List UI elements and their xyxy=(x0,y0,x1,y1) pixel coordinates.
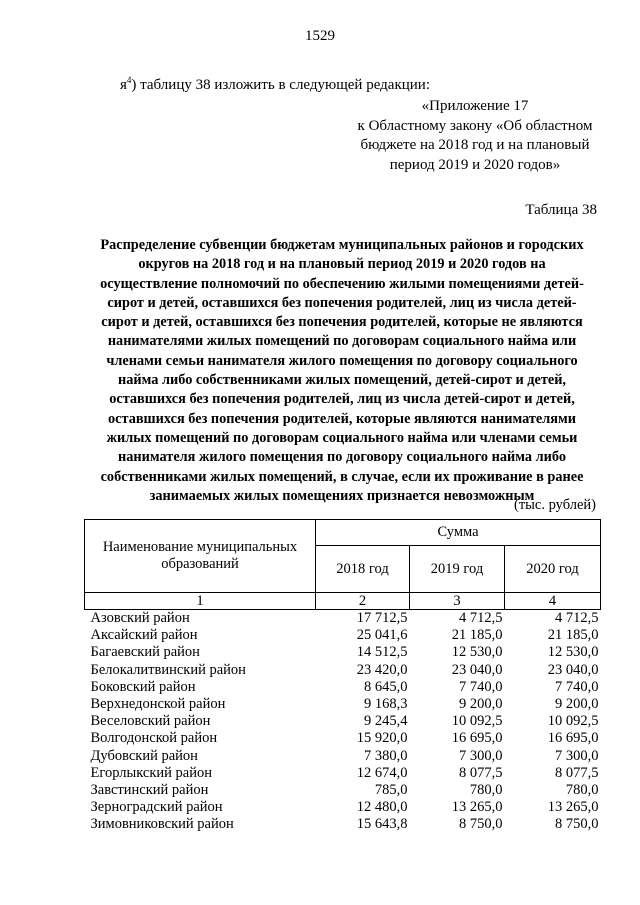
column-number: 1 xyxy=(85,593,316,610)
amount-2018: 23 420,0 xyxy=(356,661,408,678)
heading-line: оставшихся без попечения родителей, которые являются нанимателями xyxy=(108,410,576,427)
heading-line: жилых помещений по договорам социального найма или членами семьи xyxy=(106,429,578,446)
amount-2018: 8 645,0 xyxy=(364,678,408,695)
heading-line: сирот и детей, оставшихся без попечения родителей, которые не являются xyxy=(101,314,583,331)
amount-2018: 12 480,0 xyxy=(356,799,408,816)
amount-2020: 13 265,0 xyxy=(547,799,599,816)
amount-2018: 12 674,0 xyxy=(356,764,408,781)
municipality-name: Завстинский район xyxy=(90,782,209,799)
heading-line: нанимателя жилого помещения по договору социального найма либо xyxy=(118,449,566,466)
amount-2020: 16 695,0 xyxy=(547,730,599,747)
table-row xyxy=(85,662,601,679)
table-heading xyxy=(82,236,602,506)
amount-2019: 13 265,0 xyxy=(451,799,503,816)
amount-2019: 780,0 xyxy=(469,782,503,799)
table-row xyxy=(85,696,601,713)
amount-2019: 16 695,0 xyxy=(451,730,503,747)
table-row xyxy=(85,765,601,782)
subvention-table xyxy=(84,519,601,834)
municipality-name: Волгодонской район xyxy=(90,730,218,747)
amount-2020: 4 712,5 xyxy=(555,610,599,626)
appendix-line: «Приложение 17 xyxy=(421,98,529,114)
column-header-year: 2019 год xyxy=(410,546,505,593)
appendix-line: бюджете на 2018 год и на плановый xyxy=(360,137,590,153)
amount-2019: 4 712,5 xyxy=(459,610,503,626)
table-row xyxy=(85,610,601,628)
appendix-reference xyxy=(340,97,610,175)
amount-2019: 7 740,0 xyxy=(459,678,503,695)
page-number: 1529 xyxy=(305,28,335,44)
intro-superscript: 4 xyxy=(126,75,132,85)
amount-2019: 7 300,0 xyxy=(459,747,503,764)
column-header-sum: Сумма xyxy=(316,520,601,546)
amendment-intro xyxy=(120,77,430,94)
amount-2020: 8 750,0 xyxy=(555,816,599,833)
heading-line: Распределение субвенции бюджетам муниципальных районов и городских xyxy=(100,237,584,253)
amount-2018: 25 041,6 xyxy=(356,627,408,644)
amount-2018: 7 380,0 xyxy=(364,747,408,764)
table-row xyxy=(85,748,601,765)
heading-line: округов на 2018 год и на плановый период 2019 и 2020 годов на xyxy=(138,256,546,273)
table-row xyxy=(85,782,601,799)
heading-line: сирот и детей, оставшихся без попечения родителей, лиц из числа детей- xyxy=(107,294,577,311)
appendix-line: к Областному закону «Об областном xyxy=(357,117,593,134)
column-number: 3 xyxy=(410,593,505,610)
table-row xyxy=(85,644,601,661)
intro-prefix: я xyxy=(120,77,127,93)
amount-2018: 785,0 xyxy=(374,782,408,799)
amount-2019: 21 185,0 xyxy=(451,627,503,644)
amount-2018: 14 512,5 xyxy=(356,644,408,661)
column-header-year: 2020 год xyxy=(505,546,601,593)
municipality-name: Багаевский район xyxy=(90,644,200,661)
table-row xyxy=(85,627,601,644)
municipality-name: Зерноградский район xyxy=(90,799,223,816)
table-body xyxy=(85,610,601,834)
table-row xyxy=(85,713,601,730)
heading-line: занимаемых жилых помещениях признается невозможным xyxy=(149,487,535,504)
amount-2019: 8 750,0 xyxy=(459,816,503,833)
units-label: (тыс. рублей) xyxy=(514,497,596,513)
heading-line: собственниками жилых помещений, в случае, если их проживание в ранее xyxy=(100,468,584,485)
column-header-name: Наименование муниципальных образований xyxy=(85,520,316,593)
amount-2020: 10 092,5 xyxy=(547,713,599,730)
column-number: 2 xyxy=(316,593,410,610)
intro-text: ) таблицу 38 изложить в следующей редакции: xyxy=(131,77,430,93)
municipality-name: Белокалитвинский район xyxy=(90,661,246,678)
table-label: Таблица 38 xyxy=(525,202,597,218)
amount-2019: 23 040,0 xyxy=(451,661,503,678)
amount-2018: 9 168,3 xyxy=(364,696,408,713)
amount-2019: 8 077,5 xyxy=(459,764,503,781)
municipality-name: Боковский район xyxy=(90,678,196,695)
amount-2018: 17 712,5 xyxy=(356,610,408,626)
amount-2018: 9 245,4 xyxy=(364,713,408,730)
municipality-name: Дубовский район xyxy=(90,747,198,764)
amount-2018: 15 643,8 xyxy=(356,816,408,833)
heading-line: оставшихся без попечения родителей, лиц из числа детей-сирот и детей, xyxy=(109,391,575,408)
heading-line: членами семьи нанимателя жилого помещения по договору социального xyxy=(106,352,578,369)
amount-2020: 21 185,0 xyxy=(547,627,599,644)
column-number: 4 xyxy=(505,593,601,610)
municipality-name: Аксайский район xyxy=(90,627,198,644)
amount-2020: 7 740,0 xyxy=(555,678,599,695)
appendix-line: период 2019 и 2020 годов» xyxy=(389,156,561,173)
amount-2020: 9 200,0 xyxy=(555,696,599,713)
column-header-year: 2018 год xyxy=(316,546,410,593)
table-row xyxy=(85,799,601,816)
amount-2020: 7 300,0 xyxy=(555,747,599,764)
amount-2018: 15 920,0 xyxy=(356,730,408,747)
amount-2019: 12 530,0 xyxy=(451,644,503,661)
heading-line: нанимателями жилых помещений по договорам социального найма или xyxy=(107,333,577,350)
municipality-name: Егорлыкский район xyxy=(90,764,212,781)
municipality-name: Верхнедонской район xyxy=(90,696,226,713)
municipality-name: Веселовский район xyxy=(90,713,211,730)
heading-line: найма либо собственниками жилых помещений, детей-сирот и детей, xyxy=(117,372,567,389)
municipality-name: Зимовниковский район xyxy=(90,816,234,833)
amount-2020: 780,0 xyxy=(565,782,599,799)
table-row xyxy=(85,730,601,747)
table-row xyxy=(85,679,601,696)
amount-2019: 9 200,0 xyxy=(459,696,503,713)
amount-2019: 10 092,5 xyxy=(451,713,503,730)
municipality-name: Азовский район xyxy=(90,610,190,626)
amount-2020: 8 077,5 xyxy=(555,764,599,781)
table-row xyxy=(85,816,601,833)
amount-2020: 23 040,0 xyxy=(547,661,599,678)
amount-2020: 12 530,0 xyxy=(547,644,599,661)
heading-line: осуществление полномочий по обеспечению жилыми помещениями детей- xyxy=(100,275,584,292)
